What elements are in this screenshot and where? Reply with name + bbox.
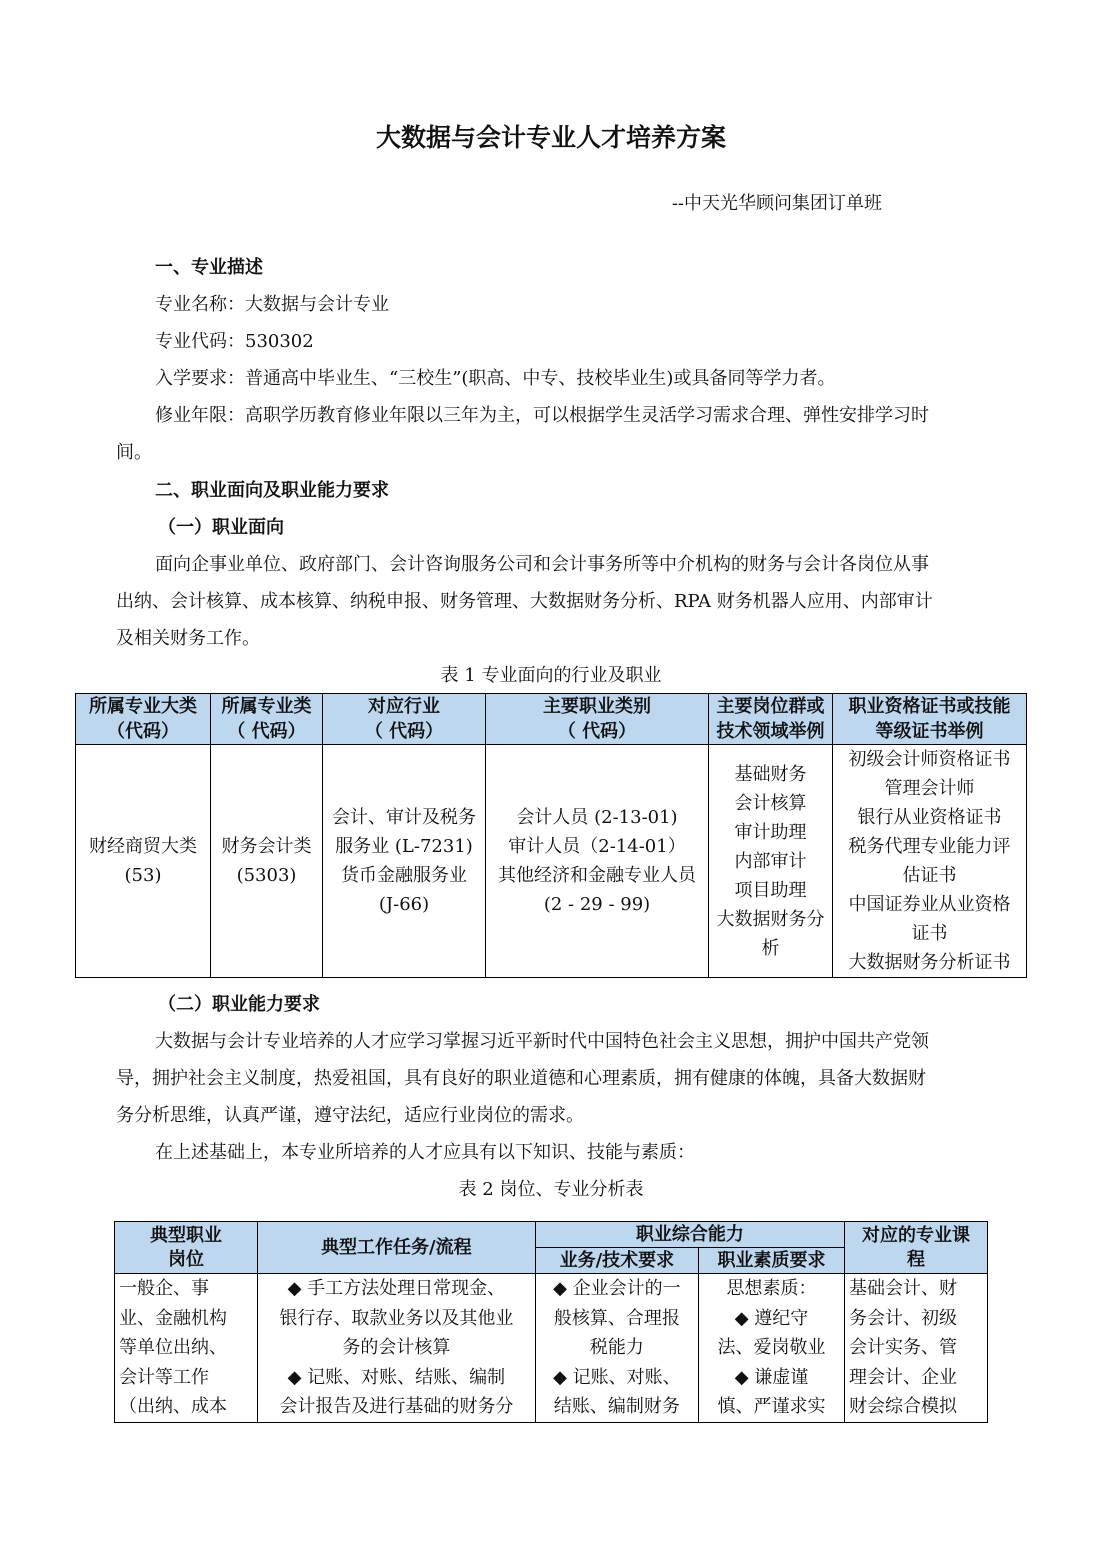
header-line: 技术领域举例 — [716, 721, 825, 742]
cell-line: 务的会计核算 — [342, 1337, 451, 1358]
cell-line: 大数据财务分析证书 — [848, 952, 1011, 973]
header-line: 典型职业 — [149, 1224, 222, 1246]
cell-line: 会计核算 — [734, 792, 807, 814]
table2-cell-tasks — [257, 1274, 535, 1423]
duration-line-2: 间。 — [116, 442, 152, 463]
section2-heading: 二、职业面向及职业能力要求 — [155, 480, 389, 501]
table-row — [76, 745, 1027, 978]
table1-cell — [211, 745, 323, 978]
cell-line: ◆ 记账、对账、结账、编制 — [287, 1366, 506, 1388]
paragraph-line: 务分析思维，认真严谨，遵守法纪，适应行业岗位的需求。 — [116, 1105, 584, 1126]
paragraph-line: 大数据与会计专业培养的人才应学习掌握习近平新时代中国特色社会主义思想，拥护中国共产党领 — [155, 1031, 929, 1052]
header-line: 职业资格证书或技能 — [848, 696, 1011, 717]
subsection2-heading: （二）职业能力要求 — [158, 994, 320, 1015]
cell-line: 项目助理 — [734, 879, 807, 901]
header-line: 主要岗位群或 — [716, 696, 825, 717]
cell-line: ◆ 谦虚谨 — [734, 1366, 809, 1388]
cell-line: ◆ 企业会计的一 — [553, 1278, 681, 1299]
table2 — [114, 1221, 988, 1423]
document-subtitle: --中天光华顾问集团订单班 — [671, 193, 882, 214]
table2-header-row — [115, 1222, 988, 1248]
table1-header-cell — [211, 694, 323, 745]
cell-line: 估证书 — [902, 865, 957, 886]
cell-line: 务会计、初级 — [849, 1307, 957, 1329]
paragraph-line: 导，拥护社会主义制度，热爱祖国，具有良好的职业道德和心理素质，拥有健康的体魄，具备大数据财 — [116, 1068, 926, 1089]
table1-header-cell — [709, 694, 833, 745]
cell-line: 初级会计师资格证书 — [848, 749, 1011, 770]
table1-cell — [76, 745, 211, 978]
cell-line: 等单位出纳、 — [119, 1337, 227, 1358]
table1-header-row — [76, 694, 1027, 745]
header-line: 对应行业 — [368, 696, 440, 717]
header-line: 对应的专业课 — [862, 1224, 970, 1246]
table2-cell-courses — [845, 1274, 988, 1423]
table1-cell — [323, 745, 486, 978]
admission-line: 入学要求：普通高中毕业生、“三校生”(职高、中专、技校毕业生)或具备同等学力者。 — [155, 368, 836, 389]
cell-line: 理会计、企业 — [849, 1366, 957, 1388]
paragraph-line: 面向企事业单位、政府部门、会计咨询服务公司和会计事务所等中介机构的财务与会计各岗位从事 — [155, 554, 929, 575]
header-line: （ 代码） — [227, 721, 306, 742]
table1-header-cell — [323, 694, 486, 745]
cell-line: 析 — [761, 937, 780, 959]
cell-line: 管理会计师 — [884, 778, 975, 799]
table2-cell-tech — [535, 1274, 698, 1423]
cell-line: 审计人员（2-14-01） — [508, 836, 686, 857]
table2-header-ability: 职业综合能力 — [535, 1222, 844, 1248]
header-line: （ 代码） — [364, 721, 444, 742]
major-name-line: 专业名称：大数据与会计专业 — [155, 294, 389, 315]
table-row — [115, 1274, 988, 1423]
cell-line: 基础会计、财 — [849, 1278, 957, 1299]
cell-line: (5303) — [236, 865, 297, 886]
table1-cell — [833, 745, 1027, 978]
cell-line: (J-66) — [378, 894, 430, 915]
cell-line: 证书 — [911, 923, 948, 944]
major-code-line: 专业代码：530302 — [155, 331, 314, 352]
cell-line: 法、爱岗敬业 — [717, 1337, 826, 1358]
cell-line: ◆ 手工方法处理日常现金、 — [287, 1278, 506, 1299]
table2-header-ability-tech: 业务/技术要求 — [535, 1248, 698, 1274]
table2-cell-quality — [699, 1274, 845, 1423]
table2-header-post — [115, 1222, 258, 1274]
table1-header-cell — [486, 694, 709, 745]
cell-line: ◆ 记账、对账、 — [553, 1366, 681, 1388]
header-line: 所属专业类 — [221, 696, 312, 717]
cell-line: 慎、严谨求实 — [717, 1396, 826, 1417]
table1-cell — [709, 745, 833, 978]
cell-line: 货币金融服务业 — [341, 865, 467, 886]
cell-line: 税能力 — [589, 1337, 644, 1358]
cell-line: 中国证券业从业资格 — [848, 894, 1011, 915]
subsection1-heading: （一）职业面向 — [158, 517, 284, 538]
cell-line: 服务业 (L-7231) — [335, 836, 473, 857]
cell-line: 会计等工作 — [119, 1366, 209, 1388]
table2-cell-post — [115, 1274, 258, 1423]
header-line: （ 代码） — [557, 721, 637, 742]
duration-line-1: 修业年限：高职学历教育修业年限以三年为主，可以根据学生灵活学习需求合理、弹性安排学习时 — [155, 405, 929, 426]
cell-line: 一般企、事 — [119, 1278, 209, 1299]
cell-line: 审计助理 — [734, 821, 807, 843]
paragraph-line: 出纳、会计核算、成本核算、纳税申报、财务管理、大数据财务分析、RPA 财务机器人应用、内部审计 — [116, 591, 933, 612]
header-line: 所属专业大类 — [89, 696, 197, 717]
paragraph-line: 及相关财务工作。 — [116, 628, 260, 649]
header-line: 岗位 — [167, 1248, 204, 1270]
table2-caption: 表 2 岗位、专业分析表 — [458, 1179, 644, 1200]
cell-line: 其他经济和金融专业人员 — [498, 865, 696, 886]
document-title: 大数据与会计专业人才培养方案 — [375, 123, 726, 152]
cell-line: 财会综合模拟 — [849, 1396, 957, 1417]
cell-line: 业、金融机构 — [119, 1307, 227, 1329]
cell-line: (2 - 29 - 99) — [543, 894, 651, 915]
cell-line: 内部审计 — [734, 850, 807, 872]
cell-line: 会计、审计及税务 — [332, 807, 476, 828]
cell-line: 财务会计类 — [221, 836, 312, 857]
table1-header-cell — [76, 694, 211, 745]
section1-heading: 一、专业描述 — [155, 257, 263, 278]
header-line: 主要职业类别 — [543, 696, 651, 717]
cell-line: 思想素质： — [726, 1278, 817, 1299]
cell-line: （出纳、成本 — [119, 1396, 227, 1417]
table2-header-ability-quality: 职业素质要求 — [699, 1248, 845, 1274]
cell-line: (53) — [124, 865, 162, 886]
cell-line: 会计报告及进行基础的财务分 — [279, 1396, 514, 1417]
cell-line: 财经商贸大类 — [89, 836, 197, 857]
cell-line: 基础财务 — [734, 763, 807, 785]
cell-line: 般核算、合理报 — [553, 1307, 680, 1329]
table1 — [75, 693, 1027, 978]
table1-caption: 表 1 专业面向的行业及职业 — [440, 665, 662, 686]
header-line: 程 — [907, 1248, 925, 1270]
cell-line: 大数据财务分 — [716, 908, 825, 930]
table2-header-tasks: 典型工作任务/流程 — [257, 1222, 535, 1274]
cell-line: 银行从业资格证书 — [857, 807, 1002, 828]
table1-header-cell — [833, 694, 1027, 745]
cell-line: 会计人员 (2-13-01) — [516, 807, 678, 828]
cell-line: 会计实务、管 — [849, 1337, 957, 1358]
intro-line: 在上述基础上，本专业所培养的人才应具有以下知识、技能与素质： — [155, 1142, 695, 1163]
header-line: 等级证书举例 — [875, 721, 984, 742]
table2-header-courses — [845, 1222, 988, 1274]
cell-line: 税务代理专业能力评 — [848, 836, 1011, 857]
table1-cell — [486, 745, 709, 978]
header-line: （代码） — [107, 721, 179, 742]
cell-line: 结账、编制财务 — [553, 1396, 680, 1417]
cell-line: 银行存、取款业务以及其他业 — [279, 1307, 514, 1329]
cell-line: ◆ 遵纪守 — [734, 1307, 809, 1329]
